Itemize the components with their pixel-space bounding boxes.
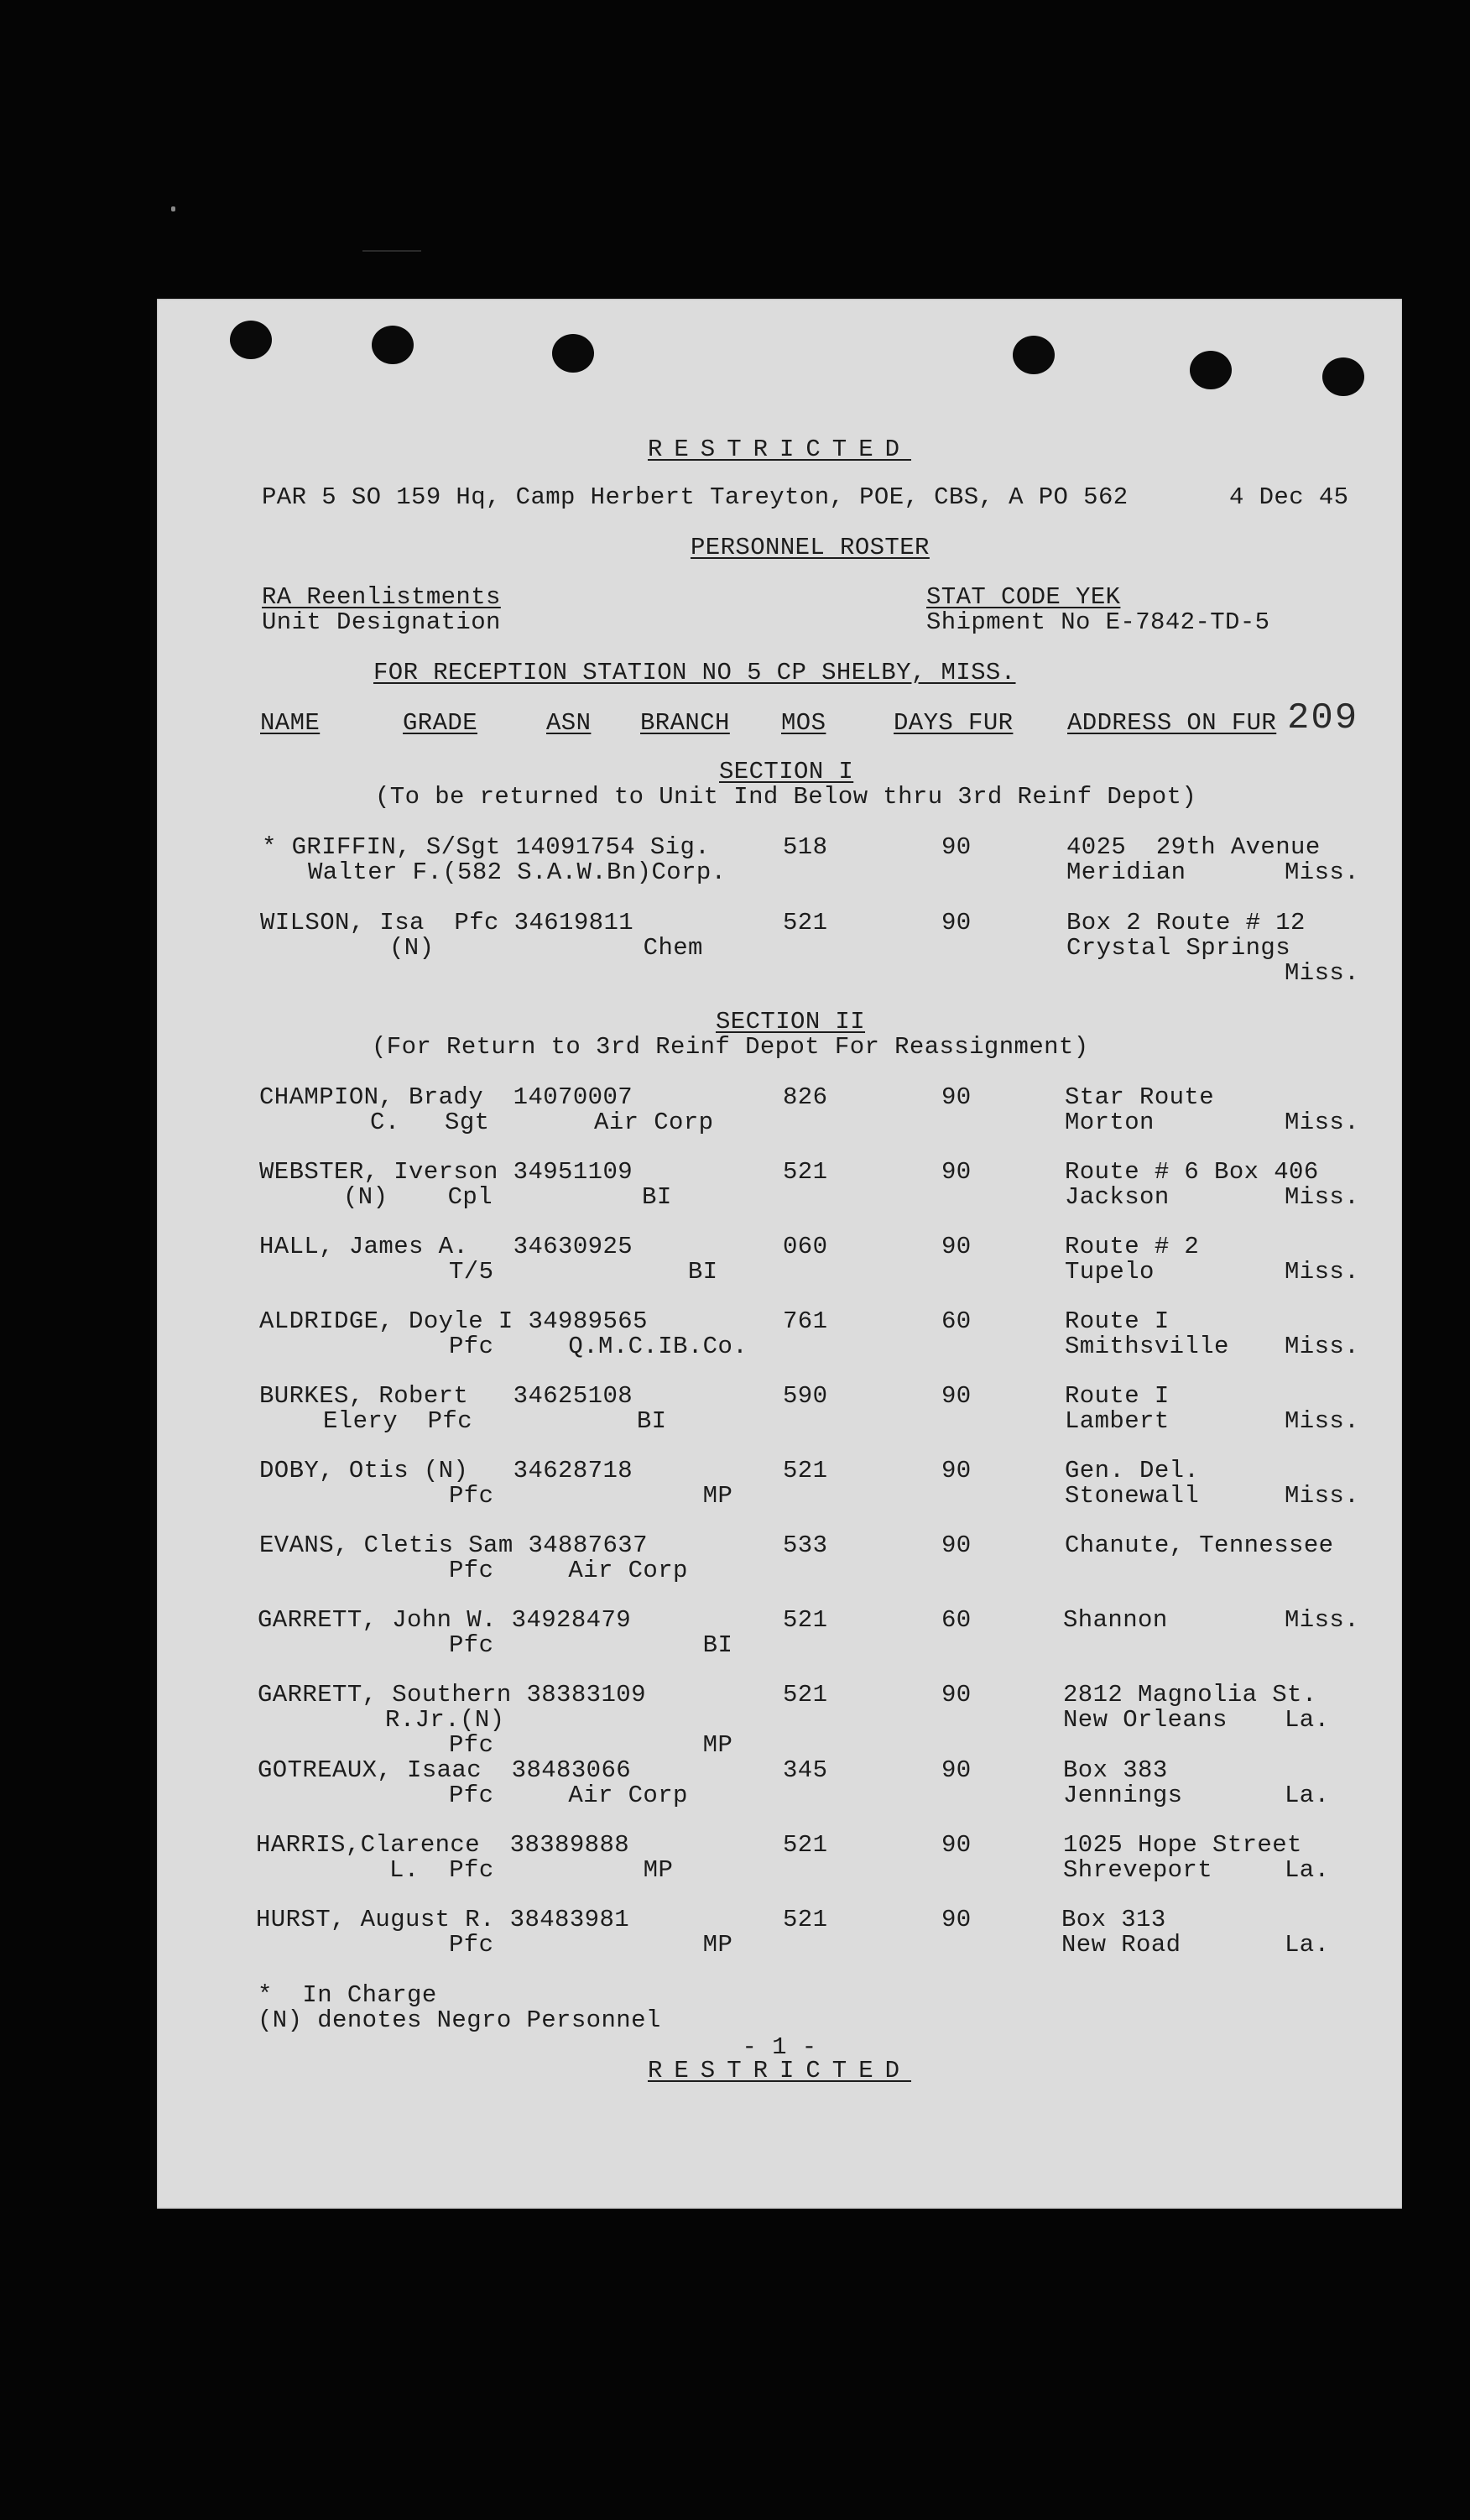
roster-name-line: (N) Chem: [389, 934, 703, 962]
roster-name-line: C. Sgt Air Corp: [370, 1109, 714, 1136]
roster-address: New Orleans: [1063, 1706, 1228, 1734]
roster-name-line: L. Pfc MP: [389, 1856, 674, 1884]
page-title: PERSONNEL ROSTER: [691, 534, 930, 561]
roster-name-line: HALL, James A. 34630925: [259, 1233, 633, 1260]
roster-state: Miss.: [1285, 1606, 1360, 1634]
roster-mos: 060: [783, 1233, 828, 1260]
roster-name-line: (N) Cpl BI: [343, 1183, 672, 1211]
roster-mos: 761: [783, 1307, 828, 1335]
roster-state: Miss.: [1285, 1258, 1360, 1286]
roster-days: 90: [941, 1382, 972, 1410]
roster-address: Box 2 Route # 12: [1066, 909, 1306, 937]
stat-code: STAT CODE YEK: [926, 583, 1121, 611]
roster-state: Miss.: [1285, 858, 1360, 886]
roster-days: 90: [941, 1831, 972, 1859]
roster-mos: 521: [783, 1457, 828, 1484]
negro-personnel-note: (N) denotes Negro Personnel: [258, 2006, 661, 2034]
roster-name-line: R.Jr.(N): [385, 1706, 505, 1734]
roster-state: Miss.: [1285, 959, 1360, 987]
roster-address: Shreveport: [1063, 1856, 1213, 1884]
roster-mos: 521: [783, 909, 828, 937]
roster-address: Crystal Springs: [1066, 934, 1291, 962]
roster-name-line: * GRIFFIN, S/Sgt 14091754 Sig.: [262, 833, 711, 861]
roster-mos: 533: [783, 1531, 828, 1559]
roster-name-line: GARRETT, John W. 34928479: [258, 1606, 632, 1634]
roster-state: Miss.: [1285, 1407, 1360, 1435]
par-line: PAR 5 SO 159 Hq, Camp Herbert Tareyton, POE, CBS, A PO 562: [262, 483, 1129, 511]
roster-days: 90: [941, 909, 972, 937]
punch-hole: [1013, 336, 1055, 374]
roster-days: 90: [941, 1756, 972, 1784]
roster-name-line: Pfc MP: [449, 1482, 733, 1510]
roster-name-line: BURKES, Robert 34625108: [259, 1382, 633, 1410]
roster-mos: 590: [783, 1382, 828, 1410]
roster-mos: 521: [783, 1906, 828, 1933]
roster-days: 90: [941, 1457, 972, 1484]
roster-days: 90: [941, 1158, 972, 1186]
col-branch: BRANCH: [640, 709, 730, 737]
roster-mos: 521: [783, 1681, 828, 1709]
roster-days: 60: [941, 1606, 972, 1634]
roster-address: New Road: [1061, 1931, 1181, 1959]
roster-state: La.: [1285, 1706, 1330, 1734]
roster-address: Chanute, Tennessee: [1065, 1531, 1334, 1559]
roster-name-line: T/5 BI: [449, 1258, 718, 1286]
section-1-title: SECTION I: [719, 758, 854, 785]
roster-address: Route I: [1065, 1382, 1170, 1410]
roster-address: Route I: [1065, 1307, 1170, 1335]
roster-address: Route # 2: [1065, 1233, 1200, 1260]
roster-name-line: CHAMPION, Brady 14070007: [259, 1083, 633, 1111]
roster-address: Star Route: [1065, 1083, 1215, 1111]
roster-name-line: DOBY, Otis (N) 34628718: [259, 1457, 633, 1484]
restricted-footer: RESTRICTED: [647, 2057, 912, 2084]
roster-mos: 521: [783, 1158, 828, 1186]
scan-line: [362, 250, 421, 252]
roster-mos: 521: [783, 1831, 828, 1859]
scan-speck: [171, 206, 175, 211]
roster-address: Smithsville: [1065, 1333, 1229, 1360]
roster-address: 1025 Hope Street: [1063, 1831, 1302, 1859]
roster-name-line: Pfc MP: [449, 1731, 733, 1759]
document-date: 4 Dec 45: [1229, 483, 1349, 511]
roster-days: 90: [941, 833, 972, 861]
roster-state: La.: [1285, 1782, 1330, 1809]
roster-state: La.: [1285, 1931, 1330, 1959]
roster-address: Tupelo: [1065, 1258, 1155, 1286]
roster-mos: 826: [783, 1083, 828, 1111]
roster-address: 2812 Magnolia St.: [1063, 1681, 1317, 1709]
roster-mos: 521: [783, 1606, 828, 1634]
roster-name-line: WEBSTER, Iverson 34951109: [259, 1158, 633, 1186]
roster-name-line: EVANS, Cletis Sam 34887637: [259, 1531, 648, 1559]
punch-hole: [1322, 357, 1364, 396]
roster-address: Box 313: [1061, 1906, 1166, 1933]
page-stamp: 209: [1287, 697, 1359, 739]
roster-name-line: GARRETT, Southern 38383109: [258, 1681, 646, 1709]
roster-address: Box 383: [1063, 1756, 1168, 1784]
section-2-subtitle: (For Return to 3rd Reinf Depot For Reassignment): [372, 1033, 1089, 1061]
col-days-fur: DAYS FUR: [894, 709, 1014, 737]
roster-address: Jennings: [1063, 1782, 1183, 1809]
in-charge-note: * In Charge: [258, 1981, 437, 2009]
roster-days: 90: [941, 1083, 972, 1111]
roster-name-line: GOTREAUX, Isaac 38483066: [258, 1756, 632, 1784]
roster-name-line: Elery Pfc BI: [323, 1407, 667, 1435]
roster-state: Miss.: [1285, 1109, 1360, 1136]
roster-address: Stonewall: [1065, 1482, 1200, 1510]
roster-name-line: HURST, August R. 38483981: [256, 1906, 630, 1933]
roster-name-line: Pfc Q.M.C.IB.Co.: [449, 1333, 748, 1360]
ra-reenlistments: RA Reenlistments: [262, 583, 501, 611]
roster-mos: 518: [783, 833, 828, 861]
roster-address: Gen. Del.: [1065, 1457, 1200, 1484]
roster-state: La.: [1285, 1856, 1330, 1884]
section-1-subtitle: (To be returned to Unit Ind Below thru 3rd Reinf Depot): [375, 783, 1197, 811]
roster-name-line: ALDRIDGE, Doyle I 34989565: [259, 1307, 648, 1335]
roster-address: 4025 29th Avenue: [1066, 833, 1321, 861]
roster-address: Lambert: [1065, 1407, 1170, 1435]
roster-days: 90: [941, 1906, 972, 1933]
restricted-header: RESTRICTED: [647, 436, 912, 463]
punch-hole: [230, 321, 272, 359]
roster-address: Jackson: [1065, 1183, 1170, 1211]
col-grade: GRADE: [403, 709, 478, 737]
document-page: [157, 299, 1402, 2209]
roster-name-line: WILSON, Isa Pfc 34619811: [260, 909, 634, 937]
col-mos: MOS: [781, 709, 826, 737]
shipment-no: Shipment No E-7842-TD-5: [926, 608, 1270, 636]
unit-designation: Unit Designation: [262, 608, 501, 636]
roster-address: Route # 6 Box 406: [1065, 1158, 1319, 1186]
roster-days: 90: [941, 1681, 972, 1709]
roster-name-line: Pfc Air Corp: [449, 1557, 688, 1584]
roster-mos: 345: [783, 1756, 828, 1784]
roster-days: 90: [941, 1531, 972, 1559]
roster-name-line: Walter F.(582 S.A.W.Bn)Corp.: [308, 858, 727, 886]
roster-days: 60: [941, 1307, 972, 1335]
roster-state: Miss.: [1285, 1333, 1360, 1360]
roster-address: Morton: [1065, 1109, 1155, 1136]
punch-hole: [1190, 351, 1232, 389]
roster-name-line: Pfc Air Corp: [449, 1782, 688, 1809]
col-name: NAME: [260, 709, 321, 737]
punch-hole: [552, 334, 594, 373]
roster-name-line: Pfc MP: [449, 1931, 733, 1959]
page-number: - 1 -: [742, 2033, 817, 2061]
roster-address: Shannon: [1063, 1606, 1168, 1634]
punch-hole: [372, 326, 414, 364]
roster-name-line: Pfc BI: [449, 1631, 733, 1659]
roster-name-line: HARRIS,Clarence 38389888: [256, 1831, 630, 1859]
col-address: ADDRESS ON FUR: [1067, 709, 1277, 737]
section-2-title: SECTION II: [716, 1008, 866, 1036]
roster-days: 90: [941, 1233, 972, 1260]
reception-station: FOR RECEPTION STATION NO 5 CP SHELBY, MISS.: [373, 659, 1016, 686]
roster-state: Miss.: [1285, 1482, 1360, 1510]
roster-address: Meridian: [1066, 858, 1186, 886]
col-asn: ASN: [546, 709, 592, 737]
roster-state: Miss.: [1285, 1183, 1360, 1211]
